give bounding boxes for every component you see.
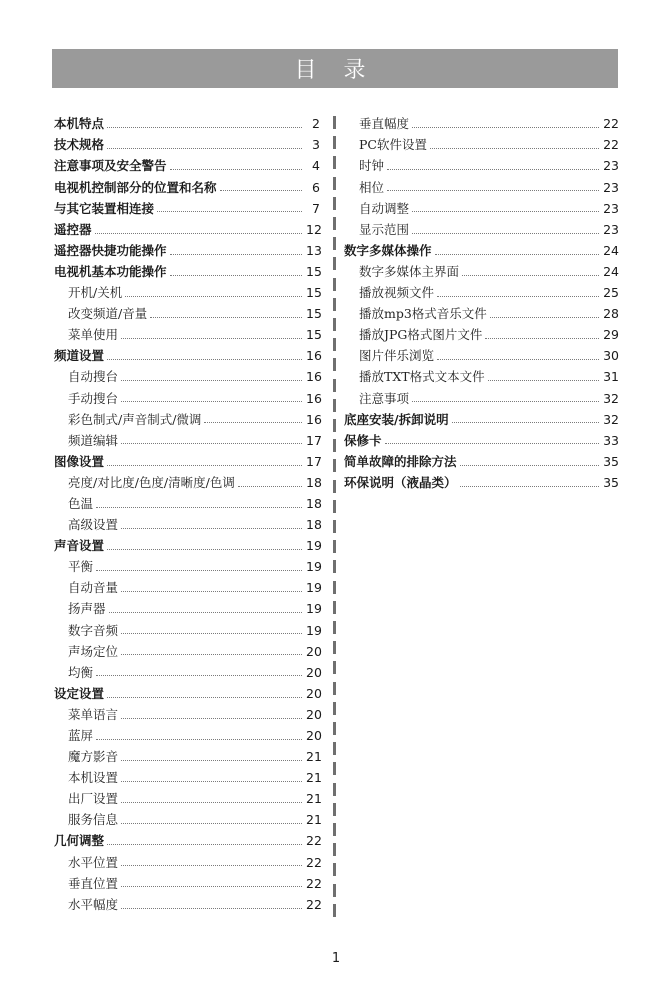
toc-section-entry[interactable] (52, 430, 320, 451)
toc-entry-page: 32 (603, 390, 619, 406)
dot-leader (121, 528, 302, 529)
toc-entry-page: 19 (306, 538, 322, 554)
toc-section-entry[interactable] (52, 578, 320, 599)
toc-section-entry[interactable] (344, 367, 619, 388)
divider-dash (333, 439, 336, 452)
dot-leader (96, 675, 302, 676)
toc-entry-label: 播放视频文件 (359, 285, 435, 301)
divider-dash (333, 702, 336, 715)
toc-entry-page: 33 (603, 432, 619, 448)
toc-section-entry[interactable] (344, 114, 619, 135)
toc-entry-page: 23 (603, 221, 619, 237)
toc-entry-page: 20 (306, 728, 322, 744)
toc-entry-label: 亮度/对比度/色度/清晰度/色调 (68, 474, 235, 490)
toc-entry-label: 播放JPG格式图片文件 (359, 327, 483, 343)
toc-entry-label: 垂直位置 (68, 875, 119, 891)
toc-entry-label: 简单故障的排除方法 (344, 453, 457, 469)
toc-section-entry[interactable] (52, 789, 320, 810)
toc-entry-page: 23 (603, 200, 619, 216)
toc-entry-page: 20 (306, 706, 322, 722)
toc-entry-page: 23 (603, 179, 619, 195)
toc-entry-page: 13 (306, 242, 322, 258)
toc-entry-label: 色温 (68, 495, 94, 511)
toc-entry-page: 3 (312, 137, 320, 153)
toc-entry-page: 16 (306, 411, 322, 427)
toc-entry-label: 遥控器快捷功能操作 (54, 242, 167, 258)
toc-entry-label: 环保说明（液晶类） (344, 474, 457, 490)
toc-entry-label: 遥控器 (54, 221, 92, 237)
toc-entry-page: 22 (306, 854, 322, 870)
toc-chapter-entry[interactable] (52, 156, 320, 177)
divider-dash (333, 459, 336, 472)
dot-leader (121, 380, 302, 381)
toc-entry-page: 24 (603, 263, 619, 279)
toc-entry-page: 31 (603, 369, 619, 385)
dot-leader (121, 908, 302, 909)
toc-section-entry[interactable] (344, 283, 619, 304)
divider-dash (333, 156, 336, 169)
toc-section-entry[interactable] (344, 262, 619, 283)
toc-entry-page: 22 (306, 875, 322, 891)
toc-entry-page: 15 (306, 263, 322, 279)
toc-left-column (52, 114, 320, 916)
dot-leader (107, 844, 302, 845)
divider-dash (333, 358, 336, 371)
divider-dash (333, 722, 336, 735)
dot-leader (107, 465, 302, 466)
divider-dash (333, 904, 336, 917)
dot-leader (107, 697, 302, 698)
divider-dash (333, 520, 336, 533)
toc-entry-page: 20 (306, 685, 322, 701)
toc-section-entry[interactable] (52, 409, 320, 430)
toc-section-entry[interactable] (344, 388, 619, 409)
divider-dash (333, 560, 336, 573)
dot-leader (437, 359, 599, 360)
toc-chapter-entry[interactable] (52, 135, 320, 156)
dot-leader (452, 422, 599, 423)
toc-entry-label: 平衡 (68, 559, 94, 575)
divider-dash (333, 500, 336, 513)
toc-chapter-entry[interactable] (52, 114, 320, 135)
toc-entry-label: 底座安装/拆卸说明 (344, 411, 449, 427)
dot-leader (220, 190, 302, 191)
toc-section-entry[interactable] (52, 515, 320, 536)
toc-entry-page: 21 (306, 770, 322, 786)
toc-entry-page: 24 (603, 242, 619, 258)
toc-section-entry[interactable] (52, 768, 320, 789)
toc-section-entry[interactable] (52, 325, 320, 346)
toc-entry-page: 15 (306, 285, 322, 301)
toc-chapter-entry[interactable] (344, 409, 619, 430)
toc-section-entry[interactable] (52, 894, 320, 915)
toc-entry-page: 21 (306, 812, 322, 828)
divider-dash (333, 379, 336, 392)
dot-leader (204, 422, 302, 423)
toc-entry-page: 21 (306, 749, 322, 765)
toc-entry-label: 本机特点 (54, 116, 105, 132)
divider-dash (333, 257, 336, 270)
toc-section-entry[interactable] (52, 810, 320, 831)
toc-section-entry[interactable] (52, 367, 320, 388)
dot-leader (150, 317, 302, 318)
toc-entry-label: 彩色制式/声音制式/微调 (68, 411, 202, 427)
dot-leader (107, 359, 302, 360)
toc-entry-label: 手动搜台 (68, 390, 119, 406)
dot-leader (387, 169, 599, 170)
toc-entry-label: 频道编辑 (68, 432, 119, 448)
toc-section-entry[interactable] (52, 599, 320, 620)
dot-leader (412, 127, 599, 128)
divider-dash (333, 762, 336, 775)
divider-dash (333, 661, 336, 674)
divider-dash (333, 783, 336, 796)
toc-entry-page: 20 (306, 643, 322, 659)
toc-entry-label: 水平幅度 (68, 896, 119, 912)
toc-chapter-entry[interactable] (344, 241, 619, 262)
toc-entry-page: 15 (306, 306, 322, 322)
toc-entry-label: 图像设置 (54, 453, 105, 469)
toc-chapter-entry[interactable] (52, 831, 320, 852)
toc-section-entry[interactable] (52, 388, 320, 409)
dot-leader (121, 760, 302, 761)
toc-entry-label: 保修卡 (344, 432, 382, 448)
toc-section-entry[interactable] (52, 873, 320, 894)
toc-entry-label: 设定设置 (54, 685, 105, 701)
divider-dash (333, 581, 336, 594)
dot-leader (460, 465, 599, 466)
toc-entry-page: 35 (603, 453, 619, 469)
toc-entry-label: 时钟 (359, 158, 385, 174)
dot-leader (412, 233, 599, 234)
dot-leader (485, 338, 599, 339)
toc-entry-page: 25 (603, 285, 619, 301)
toc-entry-label: 电视机基本功能操作 (54, 263, 167, 279)
dot-leader (107, 549, 302, 550)
divider-dash (333, 298, 336, 311)
dot-leader (170, 275, 302, 276)
dot-leader (460, 486, 599, 487)
divider-dash (333, 278, 336, 291)
toc-entry-page: 4 (312, 158, 320, 174)
toc-entry-label: 均衡 (68, 664, 94, 680)
divider-dash (333, 197, 336, 210)
dot-leader (121, 886, 302, 887)
toc-entry-label: 电视机控制部分的位置和名称 (54, 179, 217, 195)
toc-entry-page: 21 (306, 791, 322, 807)
dot-leader (121, 401, 302, 402)
toc-section-entry[interactable] (344, 325, 619, 346)
toc-chapter-entry[interactable] (52, 536, 320, 557)
toc-entry-page: 29 (603, 327, 619, 343)
toc-entry-label: 垂直幅度 (359, 116, 410, 132)
toc-chapter-entry[interactable] (344, 452, 619, 473)
toc-entry-label: 播放TXT格式文本文件 (359, 369, 485, 385)
divider-dash (333, 884, 336, 897)
toc-entry-label: 出厂设置 (68, 791, 119, 807)
toc-chapter-entry[interactable] (52, 241, 320, 262)
toc-right-column (344, 114, 619, 494)
dot-leader (121, 865, 302, 866)
dot-leader (385, 443, 599, 444)
toc-entry-label: 开机/关机 (68, 285, 123, 301)
toc-entry-page: 17 (306, 432, 322, 448)
dot-leader (107, 148, 302, 149)
dot-leader (96, 570, 302, 571)
page-title: 目 录 (294, 58, 376, 83)
divider-dash (333, 237, 336, 250)
toc-section-entry[interactable] (52, 304, 320, 325)
toc-entry-page: 22 (603, 137, 619, 153)
dot-leader (121, 802, 302, 803)
toc-entry-page: 22 (306, 833, 322, 849)
toc-section-entry[interactable] (52, 557, 320, 578)
dot-leader (488, 380, 599, 381)
toc-section-entry[interactable] (52, 620, 320, 641)
dot-leader (95, 233, 302, 234)
toc-section-entry[interactable] (52, 705, 320, 726)
toc-chapter-entry[interactable] (52, 684, 320, 705)
dot-leader (490, 317, 599, 318)
dot-leader (170, 254, 302, 255)
toc-entry-label: 相位 (359, 179, 385, 195)
toc-entry-label: PC软件设置 (359, 137, 427, 153)
divider-dash (333, 540, 336, 553)
toc-entry-label: 频道设置 (54, 348, 105, 364)
toc-entry-page: 23 (603, 158, 619, 174)
toc-entry-page: 17 (306, 453, 322, 469)
toc-chapter-entry[interactable] (52, 177, 320, 198)
toc-section-entry[interactable] (344, 198, 619, 219)
toc-section-entry[interactable] (344, 219, 619, 240)
toc-entry-label: 数字多媒体操作 (344, 242, 432, 258)
dot-leader (109, 612, 302, 613)
toc-section-entry[interactable] (52, 473, 320, 494)
divider-dash (333, 116, 336, 129)
toc-section-entry[interactable] (52, 747, 320, 768)
toc-entry-label: 水平位置 (68, 854, 119, 870)
dot-leader (157, 211, 302, 212)
column-divider (333, 116, 336, 924)
dot-leader (437, 296, 599, 297)
toc-entry-page: 15 (306, 327, 322, 343)
toc-chapter-entry[interactable] (52, 262, 320, 283)
toc-entry-label: 注意事项 (359, 390, 410, 406)
toc-section-entry[interactable] (344, 346, 619, 367)
dot-leader (125, 296, 302, 297)
toc-entry-page: 16 (306, 348, 322, 364)
dot-leader (121, 633, 302, 634)
divider-dash (333, 217, 336, 230)
toc-entry-page: 6 (312, 179, 320, 195)
divider-dash (333, 742, 336, 755)
toc-entry-label: 声音设置 (54, 538, 105, 554)
toc-entry-label: 声场定位 (68, 643, 119, 659)
divider-dash (333, 136, 336, 149)
toc-entry-label: 自动调整 (359, 200, 410, 216)
dot-leader (121, 823, 302, 824)
toc-section-entry[interactable] (52, 494, 320, 515)
dot-leader (121, 654, 302, 655)
toc-entry-label: 高级设置 (68, 517, 119, 533)
divider-dash (333, 177, 336, 190)
toc-chapter-entry[interactable] (52, 346, 320, 367)
toc-entry-label: 蓝屏 (68, 728, 94, 744)
toc-entry-page: 12 (306, 221, 322, 237)
divider-dash (333, 318, 336, 331)
toc-section-entry[interactable] (52, 726, 320, 747)
toc-entry-page: 19 (306, 622, 322, 638)
dot-leader (435, 254, 599, 255)
dot-leader (121, 781, 302, 782)
toc-entry-label: 魔方影音 (68, 749, 119, 765)
dot-leader (387, 190, 599, 191)
toc-entry-label: 与其它装置相连接 (54, 200, 155, 216)
dot-leader (121, 338, 302, 339)
divider-dash (333, 863, 336, 876)
dot-leader (121, 718, 302, 719)
toc-section-entry[interactable] (52, 283, 320, 304)
toc-entry-label: 技术规格 (54, 137, 105, 153)
divider-dash (333, 641, 336, 654)
toc-chapter-entry[interactable] (344, 473, 619, 494)
toc-entry-page: 28 (603, 306, 619, 322)
toc-entry-page: 18 (306, 474, 322, 490)
toc-entry-label: 数字多媒体主界面 (359, 263, 460, 279)
dot-leader (170, 169, 302, 170)
divider-dash (333, 338, 336, 351)
toc-entry-page: 19 (306, 580, 322, 596)
divider-dash (333, 621, 336, 634)
toc-entry-page: 16 (306, 390, 322, 406)
toc-section-entry[interactable] (344, 135, 619, 156)
toc-entry-label: 自动音量 (68, 580, 119, 596)
toc-entry-page: 20 (306, 664, 322, 680)
toc-entry-label: 自动搜台 (68, 369, 119, 385)
toc-entry-page: 18 (306, 495, 322, 511)
toc-entry-label: 改变频道/音量 (68, 306, 148, 322)
toc-entry-page: 19 (306, 601, 322, 617)
dot-leader (96, 739, 302, 740)
toc-entry-page: 22 (306, 896, 322, 912)
toc-entry-label: 数字音频 (68, 622, 119, 638)
toc-entry-page: 16 (306, 369, 322, 385)
dot-leader (238, 486, 302, 487)
toc-entry-label: 图片伴乐浏览 (359, 348, 435, 364)
toc-chapter-entry[interactable] (52, 452, 320, 473)
divider-dash (333, 823, 336, 836)
toc-chapter-entry[interactable] (52, 219, 320, 240)
dot-leader (121, 443, 302, 444)
toc-entry-label: 播放mp3格式音乐文件 (359, 306, 487, 322)
dot-leader (96, 507, 302, 508)
toc-entry-label: 本机设置 (68, 770, 119, 786)
divider-dash (333, 480, 336, 493)
toc-chapter-entry[interactable] (344, 430, 619, 451)
toc-entry-page: 22 (603, 116, 619, 132)
divider-dash (333, 419, 336, 432)
page-number: 1 (331, 951, 341, 966)
toc-entry-page: 19 (306, 559, 322, 575)
dot-leader (412, 211, 599, 212)
toc-entry-page: 7 (312, 200, 320, 216)
toc-entry-page: 30 (603, 348, 619, 364)
toc-entry-page: 32 (603, 411, 619, 427)
dot-leader (462, 275, 599, 276)
dot-leader (107, 127, 302, 128)
toc-entry-label: 菜单使用 (68, 327, 119, 343)
toc-section-entry[interactable] (52, 641, 320, 662)
toc-section-entry[interactable] (344, 304, 619, 325)
divider-dash (333, 843, 336, 856)
toc-chapter-entry[interactable] (52, 198, 320, 219)
divider-dash (333, 601, 336, 614)
dot-leader (430, 148, 599, 149)
divider-dash (333, 682, 336, 695)
toc-entry-label: 服务信息 (68, 812, 119, 828)
toc-entry-label: 显示范围 (359, 221, 410, 237)
toc-title-bar (52, 49, 618, 88)
toc-section-entry[interactable] (52, 662, 320, 683)
toc-entry-page: 35 (603, 474, 619, 490)
toc-entry-label: 注意事项及安全警告 (54, 158, 167, 174)
toc-entry-page: 18 (306, 517, 322, 533)
toc-section-entry[interactable] (344, 156, 619, 177)
divider-dash (333, 803, 336, 816)
toc-section-entry[interactable] (52, 852, 320, 873)
toc-entry-page: 2 (312, 116, 320, 132)
dot-leader (412, 401, 599, 402)
divider-dash (333, 399, 336, 412)
toc-entry-label: 菜单语言 (68, 706, 119, 722)
toc-entry-label: 几何调整 (54, 833, 105, 849)
toc-entry-label: 扬声器 (68, 601, 106, 617)
dot-leader (121, 591, 302, 592)
toc-section-entry[interactable] (344, 177, 619, 198)
